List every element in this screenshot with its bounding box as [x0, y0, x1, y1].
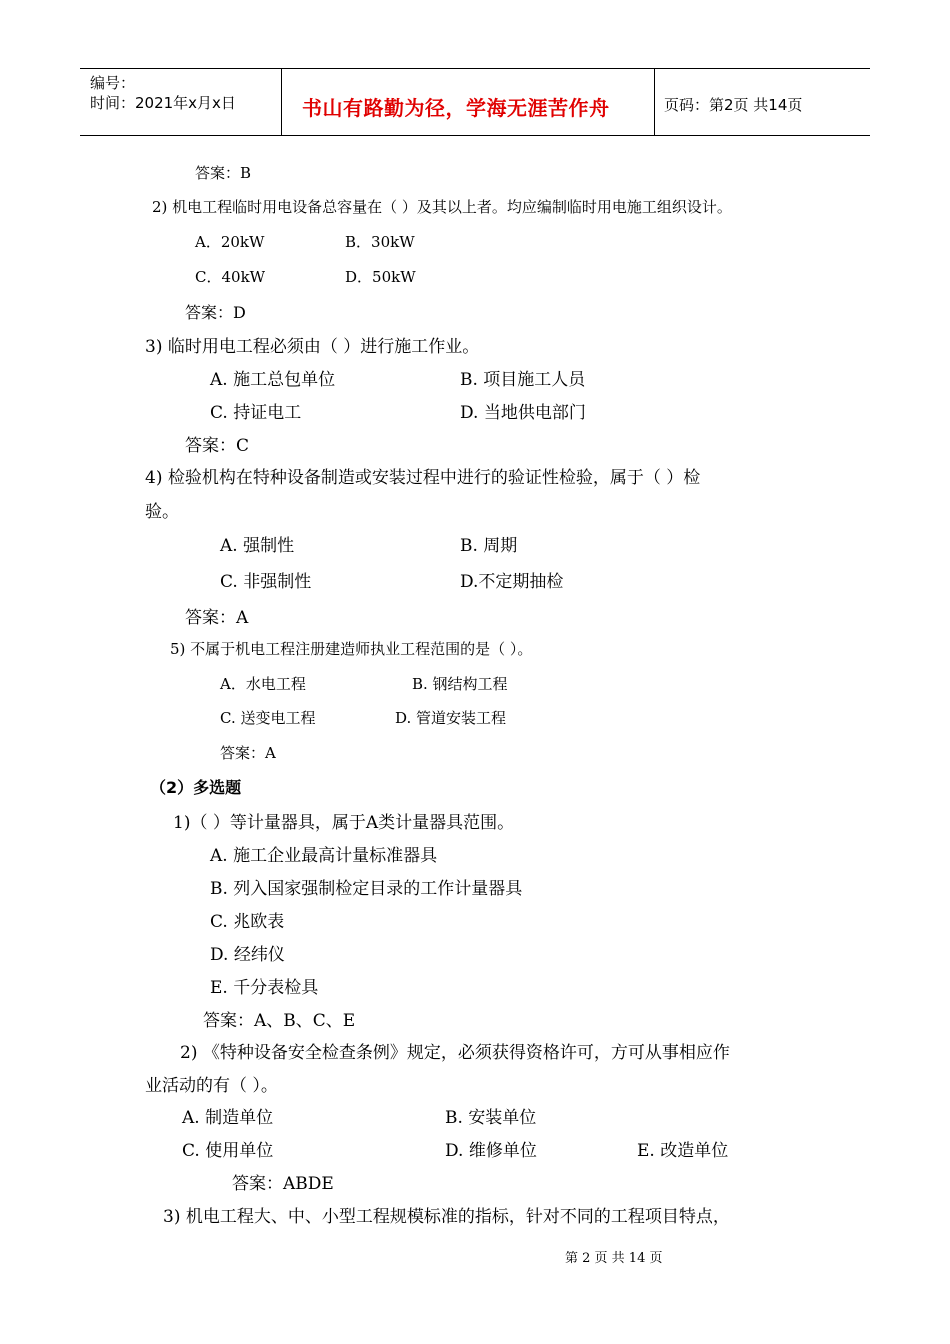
page-info: 页码：第2页 共14页 [664, 96, 803, 114]
answer-line: 答案：ABDE [232, 1174, 334, 1194]
answer-line: 答案：B [195, 164, 252, 182]
option-c: C. 兆欧表 [210, 912, 285, 932]
option-d: D. 管道安装工程 [395, 709, 507, 727]
option-c: C. 持证电工 [210, 403, 302, 423]
option-b: B．30kW [345, 233, 415, 251]
option-e: E. 改造单位 [637, 1141, 729, 1161]
question-text-continued: 业活动的有（ ）。 [145, 1076, 278, 1096]
header-bottom-border [80, 135, 870, 136]
option-c: C．40kW [195, 268, 266, 286]
option-a: A. 施工总包单位 [210, 370, 336, 390]
question-text: 2) 机电工程临时用电设备总容量在（ ）及其以上者。均应编制临时用电施工组织设计。 [152, 198, 732, 216]
option-b: B. 列入国家强制检定目录的工作计量器具 [210, 879, 523, 899]
section-heading: （2）多选题 [150, 778, 242, 797]
question-text: 5) 不属于机电工程注册建造师执业工程范围的是（ ）。 [170, 640, 533, 658]
option-a: A. 制造单位 [182, 1108, 274, 1128]
option-c: C. 非强制性 [220, 572, 312, 592]
answer-line: 答案：C [185, 436, 250, 456]
option-d: D. 当地供电部门 [460, 403, 586, 423]
option-d: D．50kW [345, 268, 416, 286]
option-c: C. 使用单位 [182, 1141, 274, 1161]
option-b: B. 周期 [460, 536, 518, 556]
answer-line: 答案：A [220, 744, 276, 762]
question-text: 3) 机电工程大、中、小型工程规模标准的指标，针对不同的工程项目特点， [163, 1207, 730, 1227]
question-text: 2) 《特种设备安全检查条例》规定，必须获得资格许可，方可从事相应作 [180, 1043, 730, 1063]
question-text: 3) 临时用电工程必须由（ ）进行施工作业。 [145, 337, 480, 357]
answer-line: 答案：D [185, 303, 246, 322]
option-a: A. 施工企业最高计量标准器具 [210, 846, 438, 866]
option-d: D.不定期抽检 [460, 572, 564, 592]
question-text: 4) 检验机构在特种设备制造或安装过程中进行的验证性检验，属于（ ）检 [145, 468, 701, 488]
option-a: A. 强制性 [220, 536, 295, 556]
option-e: E. 千分表检具 [210, 978, 319, 998]
header-divider-left [281, 68, 282, 136]
option-a: A．水电工程 [220, 675, 306, 693]
header-motto: 书山有路勤为径，学海无涯苦作舟 [302, 96, 610, 120]
time-label: 时间：2021年x月x日 [90, 94, 236, 112]
header-divider-right [654, 68, 655, 136]
option-d: D. 经纬仪 [210, 945, 285, 965]
option-c: C. 送变电工程 [220, 709, 316, 727]
question-text-continued: 验。 [145, 502, 179, 522]
number-label: 编号： [90, 74, 136, 92]
option-b: B. 钢结构工程 [412, 675, 508, 693]
option-d: D. 维修单位 [445, 1141, 537, 1161]
answer-line: 答案：A、B、C、E [203, 1011, 356, 1031]
option-b: B. 项目施工人员 [460, 370, 586, 390]
answer-line: 答案：A [185, 608, 249, 628]
page-footer: 第 2 页 共 14 页 [565, 1251, 663, 1266]
question-text: 1)（ ）等计量器具，属于A类计量器具范围。 [173, 813, 515, 833]
option-a: A．20kW [195, 233, 265, 251]
header-top-border [80, 68, 870, 69]
option-b: B. 安装单位 [445, 1108, 537, 1128]
